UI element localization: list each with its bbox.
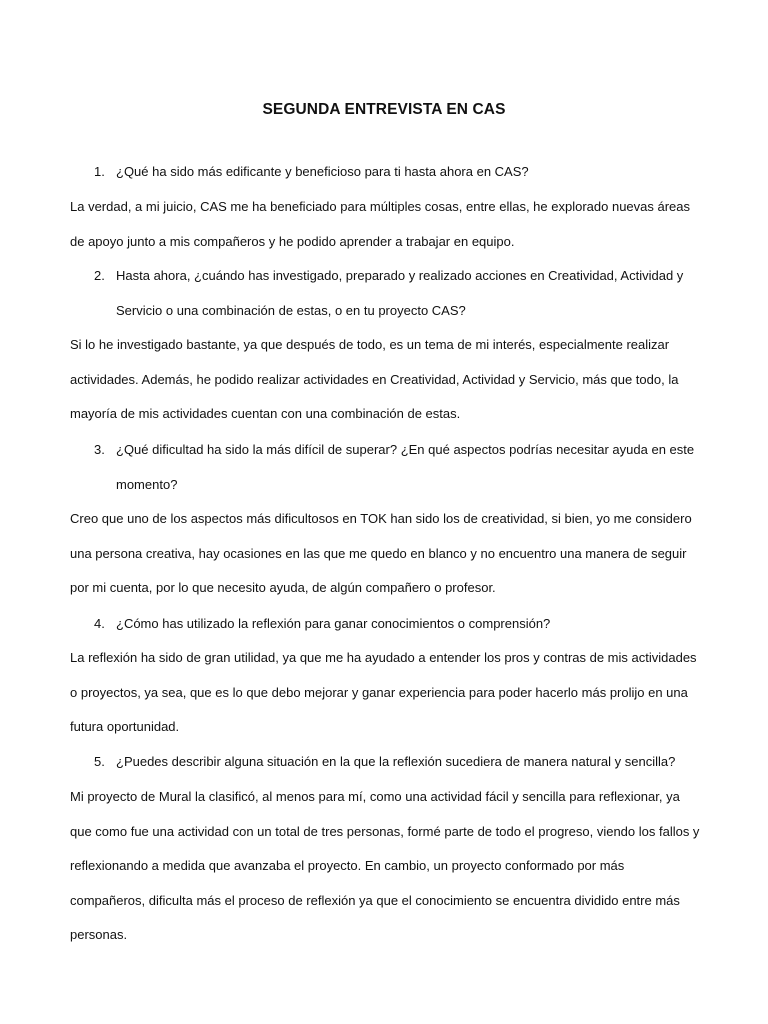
answer-2: Si lo he investigado bastante, ya que después de todo, es un tema de mi interés, especialmente realizar actividades. Además, he podido realizar actividades en Creatividad, Actividad y Servicio, más que todo, la mayoría de mis actividades cuentan con una combinación de estas. (70, 337, 679, 421)
answer-5: Mi proyecto de Mural la clasificó, al menos para mí, como una actividad fácil y sencilla para reflexionar, ya que como fue una actividad con un total de tres personas, formé parte de todo el progreso, viendo los fallos y reflexionando a medida que avanzaba el proyecto. En cambio, un proyecto conformado por más compañeros, dificulta más el proceso de reflexión ya que el conocimiento se encuentra dividido entre más personas. (70, 789, 700, 942)
question-number: 1. (94, 164, 105, 179)
question-text: ¿Puedes describir alguna situación en la que la reflexión sucediera de manera natural y sencilla? (116, 754, 676, 769)
question-1 (70, 155, 710, 190)
question-text: ¿Qué ha sido más edificante y beneficioso para ti hasta ahora en CAS? (116, 164, 529, 179)
question-text: ¿Qué dificultad ha sido la más difícil de superar? ¿En qué aspectos podrías necesitar ayuda en este momento? (116, 442, 695, 492)
answer-3: Creo que uno de los aspectos más dificultosos en TOK han sido los de creatividad, si bien, yo me considero una persona creativa, hay ocasiones en las que me quedo en blanco y no encuentro una manera de seguir por mi cuenta, por lo que necesito ayuda, de algún compañero o profesor. (70, 511, 692, 595)
answer-4: La reflexión ha sido de gran utilidad, ya que me ha ayudado a entender los pros y contras de mis actividades o proyectos, ya sea, que es lo que debo mejorar y ganar experiencia para poder hacerlo más prolijo en una futura oportunidad. (70, 650, 697, 734)
question-text: ¿Cómo has utilizado la reflexión para ganar conocimientos o comprensión? (116, 616, 551, 631)
question-4 (70, 607, 710, 642)
question-5 (70, 745, 710, 780)
question-number: 4. (94, 616, 105, 631)
question-number: 2. (94, 268, 105, 283)
document-title: SEGUNDA ENTREVISTA EN CAS (262, 101, 506, 118)
question-2 (70, 259, 710, 328)
question-3 (70, 433, 710, 502)
answer-1: La verdad, a mi juicio, CAS me ha beneficiado para múltiples cosas, entre ellas, he explorado nuevas áreas de apoyo junto a mis compañeros y he podido aprender a trabajar en equipo. (70, 199, 691, 249)
question-number: 3. (94, 442, 105, 457)
question-text: Hasta ahora, ¿cuándo has investigado, preparado y realizado acciones en Creatividad, Actividad y Servicio o una combinación de estas, o en tu proyecto CAS? (116, 268, 684, 318)
question-number: 5. (94, 754, 105, 769)
